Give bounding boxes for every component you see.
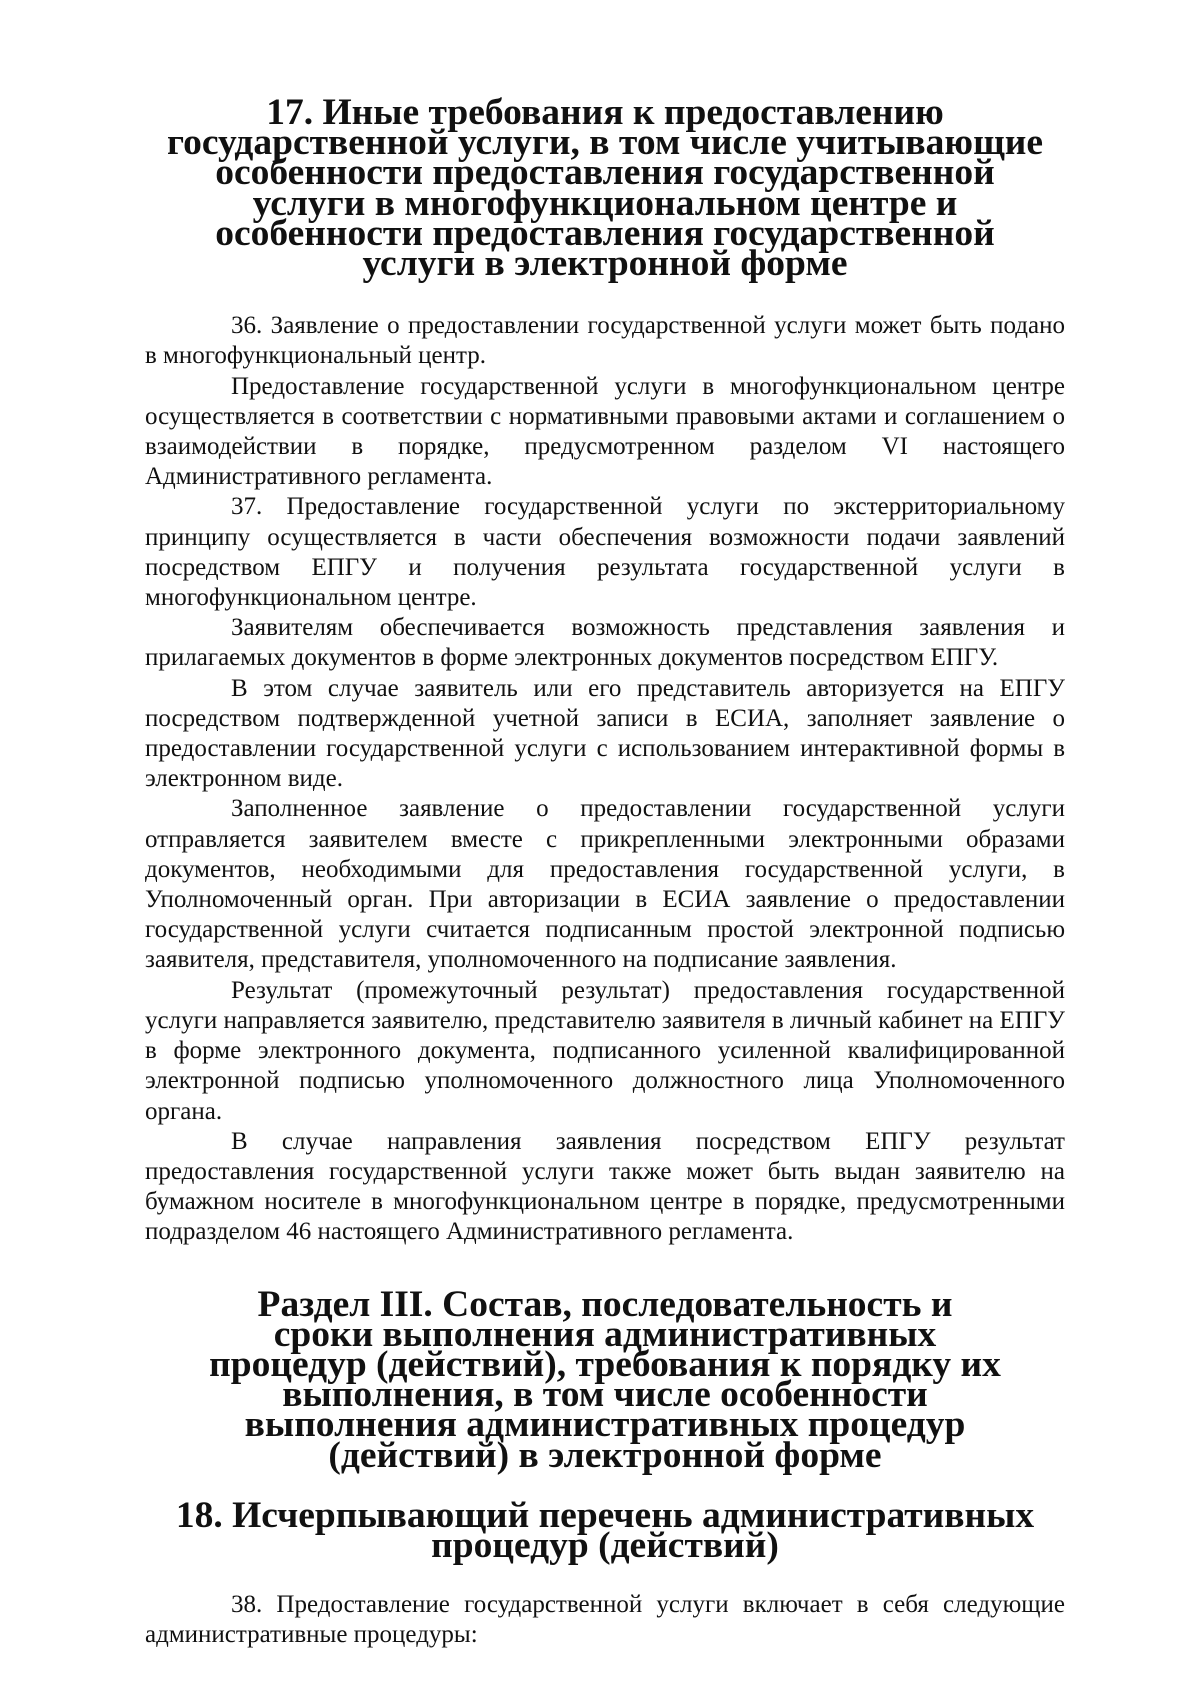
heading-subsection-17: 17. Иные требования к предоставлению государственной услуги, в том числе учитывающие особенности предоставления государственной услуги в многофункциональном центре и особенности предоставления государственной услуги в электронной форме — [166, 92, 1043, 285]
paragraph-37-submission: Заполненное заявление о предоставлении государственной услуги отправляется заявителем вместе с прикрепленными электронными образами документов, необходимыми для предоставления государственной услуги, в Уполномоченный орган. При авторизации в ЕСИА заявление о предоставлении государственной услуги считается подписанным простой электронной подписью заявителя, представителя, уполномоченного на подписание заявления. — [145, 795, 1065, 974]
paragraph-37-documents: Заявителям обеспечивается возможность представления заявления и прилагаемых документов в форме электронных документов посредством ЕПГУ. — [145, 614, 1065, 672]
paragraph-37-authorization: В этом случае заявитель или его представитель авторизуется на ЕПГУ посредством подтвержденной учетной записи в ЕСИА, заполняет заявление о предоставлении государственной услуги с использованием интерактивной формы в электронном виде. — [145, 674, 1065, 793]
paragraph-37: 37. Предоставление государственной услуги по экстерриториальному принципу осуществляется в части обеспечения возможности подачи заявлений посредством ЕПГУ и получения результата государственной услуги в многофункциональном центре. — [145, 493, 1065, 612]
paragraph-36: 36. Заявление о предоставлении государственной услуги может быть подано в многофункциональный центр. — [145, 312, 1065, 370]
paragraph-36-mfc: Предоставление государственной услуги в многофункциональном центре осуществляется в соответствии с нормативными правовыми актами и соглашением о взаимодействии в порядке, предусмотренном разделом VI настоящего Административного регламента. — [145, 372, 1065, 491]
paragraph-37-result: Результат (промежуточный результат) предоставления государственной услуги направляется заявителю, представителю заявителя в личный кабинет на ЕПГУ в форме электронного документа, подписанного усиленной квалифицированной электронной подписью уполномоченного должностного лица Уполномоченного органа. — [145, 976, 1065, 1125]
heading-section-3: Раздел III. Состав, последовательность и сроки выполнения административных процедур (действий), требования к порядку их выполнения, в том числе особенности выполнения административных процедур (действий) в электронной форме — [209, 1283, 1001, 1476]
paragraph-38: 38. Предоставление государственной услуги включает в себя следующие административные процедуры: — [145, 1591, 1065, 1649]
document-page — [145, 92, 1065, 1651]
heading-subsection-18: 18. Исчерпывающий перечень административных процедур (действий) — [175, 1494, 1035, 1566]
paragraph-37-paper-result: В случае направления заявления посредством ЕПГУ результат предоставления государственной услуги также может быть выдан заявителю на бумажном носителе в многофункциональном центре в порядке, предусмотренными подразделом 46 настоящего Административного регламента. — [145, 1127, 1065, 1246]
